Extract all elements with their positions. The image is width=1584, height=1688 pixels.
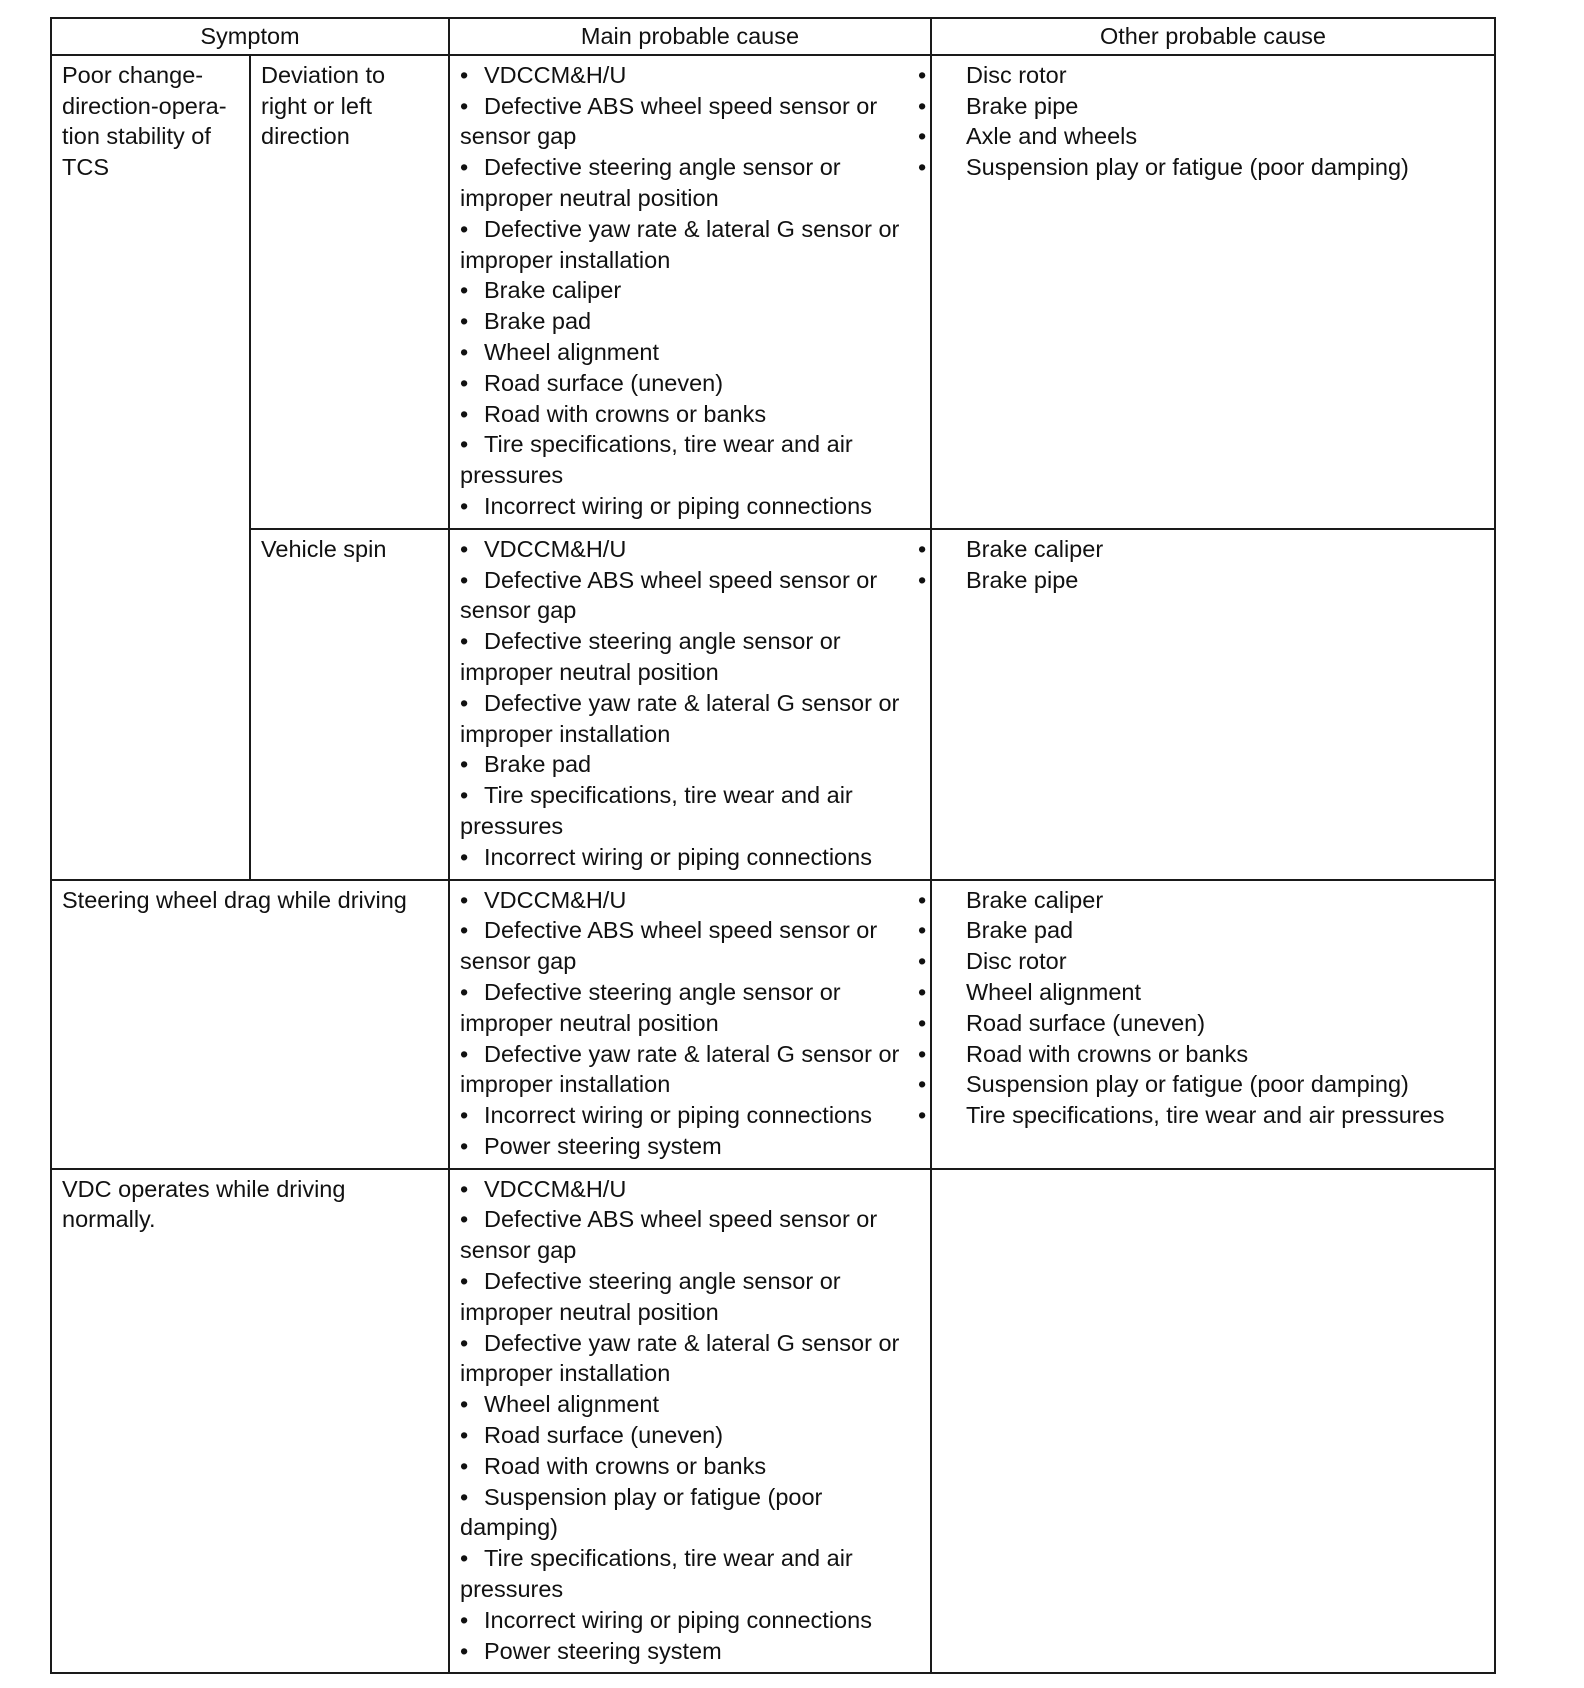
bullet-icon: • (460, 1175, 469, 1202)
condition-cell (250, 529, 449, 880)
list-item (460, 275, 920, 306)
list-item (460, 368, 920, 399)
symptom-text: Steering wheel drag while driving (62, 886, 407, 913)
condition-text: Vehicle spin (261, 535, 387, 562)
list-item-text: Wheel alignment (966, 978, 1142, 1005)
list-item (460, 1420, 920, 1451)
list-item (918, 1008, 1484, 1039)
bullet-icon: • (918, 1009, 927, 1036)
list-item (460, 842, 920, 873)
bullet-icon: • (918, 978, 927, 1005)
bullet-icon: • (460, 1637, 469, 1664)
list-item-text: Defective ABS wheel speed sensor or sensor gap (460, 917, 878, 975)
list-item-text: Disc rotor (966, 948, 1067, 975)
header-symptom: Symptom (51, 18, 449, 55)
list-item (460, 1389, 920, 1420)
bullet-icon: • (460, 1329, 469, 1356)
bullet-icon: • (460, 1040, 469, 1067)
list-item (460, 885, 920, 916)
list-item-text: Wheel alignment (484, 1391, 660, 1418)
list-item (918, 1039, 1484, 1070)
list-item-text: Brake pad (484, 308, 592, 335)
symptom-cell (51, 1169, 449, 1674)
list-item (918, 1100, 1484, 1131)
bullet-icon: • (460, 492, 469, 519)
list-item (918, 915, 1484, 946)
bullet-icon: • (460, 308, 469, 335)
list-item-text: VDCCM&H/U (484, 886, 627, 913)
list-item-text: Road surface (uneven) (966, 1009, 1206, 1036)
list-item-text: Defective steering angle sensor or improper neutral position (460, 154, 841, 211)
bullet-icon: • (460, 1132, 469, 1159)
bullet-icon: • (460, 1422, 469, 1449)
list-item (460, 491, 920, 522)
list-item (918, 946, 1484, 977)
list-item (460, 1451, 920, 1482)
other-cause-cell (918, 55, 1495, 529)
bullet-icon: • (460, 566, 469, 593)
table-row (51, 55, 1495, 529)
list-item-text: Defective yaw rate & lateral G sensor or improper installation (460, 1040, 900, 1098)
list-item-text: Road surface (uneven) (484, 369, 724, 396)
list-item (460, 1328, 920, 1390)
bullet-icon: • (460, 689, 469, 716)
condition-text: Deviation to right or left direction (261, 61, 386, 150)
list-item-text: Tire specifications, tire wear and air pressures (966, 1102, 1445, 1129)
list-item-text: Suspension play or fatigue (poor damping) (966, 1071, 1409, 1098)
list-item (460, 1482, 920, 1544)
other-cause-cell (931, 1169, 1495, 1674)
symptom-text: VDC operates while driving normally. (62, 1175, 346, 1233)
bullet-icon: • (918, 917, 927, 944)
list-item-text: Defective ABS wheel speed sensor or sensor gap (460, 92, 878, 150)
list-item-text: Suspension play or fatigue (poor damping) (460, 1483, 823, 1541)
list-item-text: Defective ABS wheel speed sensor or sensor gap (460, 566, 878, 624)
list-item (460, 1636, 920, 1667)
list-item-text: Incorrect wiring or piping connections (484, 492, 872, 519)
list-item (460, 60, 920, 91)
list-item-text: Defective steering angle sensor or improper neutral position (460, 628, 841, 685)
bullet-icon: • (460, 215, 469, 242)
bullet-icon: • (460, 154, 469, 181)
bullet-icon: • (460, 843, 469, 870)
list-item-text: Axle and wheels (966, 123, 1138, 150)
list-item (918, 885, 1484, 916)
bullet-icon: • (460, 338, 469, 365)
main-cause-cell (449, 1169, 931, 1674)
table-row (51, 1169, 1495, 1674)
list-item-text: Tire specifications, tire wear and air pressures (460, 782, 853, 839)
list-item (460, 429, 920, 491)
list-item (460, 780, 920, 842)
list-item-text: Defective yaw rate & lateral G sensor or improper installation (460, 215, 900, 273)
bullet-icon: • (460, 277, 469, 304)
bullet-icon: • (460, 535, 469, 562)
list-item-text: Incorrect wiring or piping connections (484, 843, 872, 870)
list-item (460, 152, 920, 214)
header-main-cause: Main probable cause (449, 18, 931, 55)
list-item-text: Incorrect wiring or piping connections (484, 1606, 872, 1633)
list-item-text: Brake caliper (966, 535, 1104, 562)
list-item-text: Incorrect wiring or piping connections (484, 1102, 872, 1129)
list-item-text: Defective steering angle sensor or improper neutral position (460, 978, 841, 1036)
header-row (51, 18, 1495, 55)
symptom-cell (51, 55, 250, 880)
list-item (460, 1605, 920, 1636)
list-item (460, 915, 920, 977)
list-item-text: VDCCM&H/U (484, 535, 627, 562)
bullet-icon: • (918, 123, 927, 150)
list-item (460, 1174, 920, 1205)
list-item (918, 1069, 1484, 1100)
list-item-text: Tire specifications, tire wear and air pressures (460, 431, 853, 489)
bullet-icon: • (918, 1102, 927, 1129)
bullet-icon: • (918, 1071, 927, 1098)
list-item (918, 121, 1484, 152)
list-item (460, 1131, 920, 1162)
main-cause-list (460, 1174, 920, 1667)
list-item (918, 534, 1484, 565)
list-item (460, 306, 920, 337)
list-item-text: Road surface (uneven) (484, 1422, 724, 1449)
list-item-text: Defective steering angle sensor or improper neutral position (460, 1268, 841, 1325)
bullet-icon: • (460, 886, 469, 913)
main-cause-list (460, 534, 920, 873)
table-row (51, 880, 1495, 1169)
bullet-icon: • (460, 1102, 469, 1129)
list-item-text: VDCCM&H/U (484, 1175, 627, 1202)
list-item (460, 749, 920, 780)
other-cause-list (918, 60, 1484, 183)
list-item (460, 1100, 920, 1131)
bullet-icon: • (918, 948, 927, 975)
bullet-icon: • (918, 535, 927, 562)
bullet-icon: • (460, 782, 469, 809)
table-row (51, 529, 1495, 880)
list-item (918, 977, 1484, 1008)
other-cause-list (918, 534, 1484, 596)
list-item (460, 399, 920, 430)
list-item-text: Tire specifications, tire wear and air pressures (460, 1545, 853, 1603)
list-item (460, 1543, 920, 1605)
other-cause-list (918, 885, 1484, 1131)
list-item-text: Brake pipe (966, 566, 1079, 593)
bullet-icon: • (460, 431, 469, 458)
main-cause-cell (449, 55, 931, 529)
list-item-text: Defective yaw rate & lateral G sensor or improper installation (460, 689, 900, 747)
list-item-text: Suspension play or fatigue (poor damping) (966, 154, 1409, 181)
bullet-icon: • (460, 1206, 469, 1233)
list-item (918, 91, 1484, 122)
bullet-icon: • (918, 1040, 927, 1067)
list-item (460, 565, 920, 627)
bullet-icon: • (460, 1391, 469, 1418)
main-cause-cell (449, 529, 931, 880)
bullet-icon: • (460, 1452, 469, 1479)
list-item-text: Road with crowns or banks (484, 1452, 767, 1479)
diagnosis-table (50, 17, 1496, 1674)
list-item (460, 1039, 920, 1101)
list-item-text: Road with crowns or banks (966, 1040, 1249, 1067)
bullet-icon: • (918, 154, 927, 181)
main-cause-cell (449, 880, 931, 1169)
header-other-cause: Other probable cause (931, 18, 1495, 55)
list-item (460, 91, 920, 153)
list-item-text: Power steering system (484, 1637, 722, 1664)
list-item-text: Defective ABS wheel speed sensor or sensor gap (460, 1206, 878, 1264)
condition-cell (250, 55, 449, 529)
list-item-text: Brake pipe (966, 92, 1079, 119)
bullet-icon: • (460, 751, 469, 778)
bullet-icon: • (918, 92, 927, 119)
list-item (460, 977, 920, 1039)
bullet-icon: • (460, 1545, 469, 1572)
bullet-icon: • (918, 886, 927, 913)
list-item-text: Wheel alignment (484, 338, 660, 365)
bullet-icon: • (460, 628, 469, 655)
bullet-icon: • (460, 917, 469, 944)
list-item (460, 214, 920, 276)
list-item-text: Brake pad (966, 917, 1074, 944)
list-item-text: Power steering system (484, 1132, 722, 1159)
bullet-icon: • (460, 92, 469, 119)
bullet-icon: • (460, 61, 469, 88)
other-cause-cell (918, 529, 1495, 880)
list-item (460, 1266, 920, 1328)
bullet-icon: • (918, 566, 927, 593)
main-cause-list (460, 60, 920, 522)
list-item-text: Road with crowns or banks (484, 400, 767, 427)
main-cause-list (460, 885, 920, 1162)
symptom-text: Poor change- direction-opera- tion stability of TCS (62, 61, 227, 181)
list-item (918, 152, 1484, 183)
list-item (460, 1204, 920, 1266)
list-item-text: Disc rotor (966, 61, 1067, 88)
symptom-cell (51, 880, 449, 1169)
list-item-text: Defective yaw rate & lateral G sensor or improper installation (460, 1329, 900, 1387)
bullet-icon: • (918, 61, 927, 88)
other-cause-cell (918, 880, 1495, 1169)
bullet-icon: • (460, 369, 469, 396)
list-item (460, 337, 920, 368)
bullet-icon: • (460, 1483, 469, 1510)
list-item (918, 60, 1484, 91)
list-item-text: VDCCM&H/U (484, 61, 627, 88)
list-item (918, 565, 1484, 596)
list-item-text: Brake pad (484, 751, 592, 778)
bullet-icon: • (460, 400, 469, 427)
list-item (460, 688, 920, 750)
list-item-text: Brake caliper (966, 886, 1104, 913)
list-item (460, 626, 920, 688)
bullet-icon: • (460, 978, 469, 1005)
list-item (460, 534, 920, 565)
bullet-icon: • (460, 1606, 469, 1633)
list-item-text: Brake caliper (484, 277, 622, 304)
bullet-icon: • (460, 1268, 469, 1295)
